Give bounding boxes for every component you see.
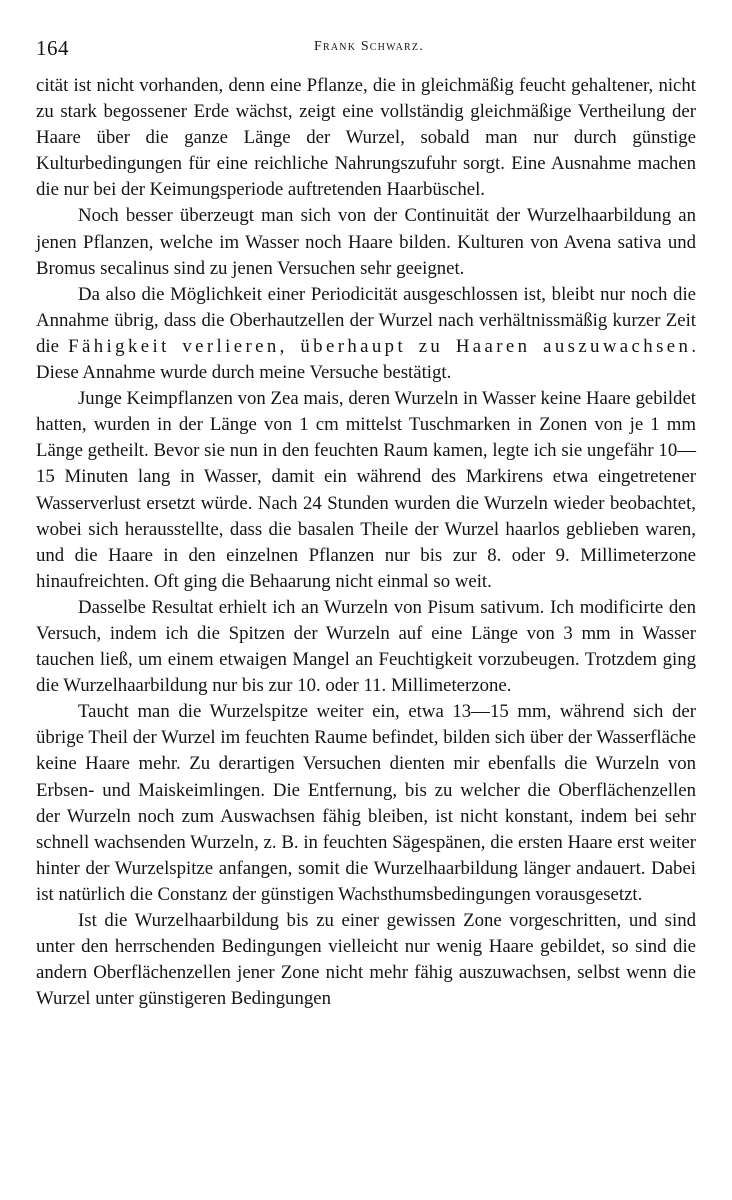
text-run: cität ist nicht vorhanden, denn eine Pflanze, die in gleichmäßig feucht gehaltener, nicht zu stark begossener Erde wächst, zeigt eine vollständig gleichmäßige Vertheilung der Haare über die ganze Länge der Wurzel, sobald man nur durch günstige Kulturbedingungen für eine reichliche Nahrungszufuhr sorgt. Eine Ausnahme machen die nur bei der Keimungsperiode auftretenden Haarbüschel. [36,75,696,201]
paragraph [36,699,696,908]
text-run: Junge Keimpflanzen von Zea mais, deren Wurzeln in Wasser keine Haare gebildet hatten, wurden in der Länge von 1 cm mittelst Tuschmarken in Zonen von je 1 mm Länge getheilt. Bevor sie nun in den feuchten Raum kamen, legte ich sie ungefähr 10—15 Minuten lang in Wasser, damit ein während des Markirens etwa eingetretener Wasserverlust ersetzt würde. Nach 24 Stunden wurden die Wurzeln wieder beobachtet, wobei sich herausstellte, dass die basalen Theile der Wurzel haarlos geblieben waren, und die Haare in den einzelnen Pflanzen nur bis zur 8. oder 9. Millimeterzone hinaufreichten. Oft ging die Behaarung nicht einmal so weit. [36,388,696,592]
paragraph [36,595,696,699]
paragraph [36,386,696,595]
paragraph [36,282,696,386]
page-header [36,36,696,60]
text-run: . Diese Annahme wurde durch meine Versuche bestätigt. [36,335,697,384]
text-run: Ist die Wurzelhaarbildung bis zu einer gewissen Zone vorgeschritten, und sind unter den herrschenden Bedingungen vielleicht nur wenig Haare gebildet, so sind die andern Oberflächenzellen jener Zone nicht mehr fähig auszuwachsen, selbst wenn die Wurzel unter günstigeren Bedingungen [36,910,696,1010]
text-run: Taucht man die Wurzelspitze weiter ein, etwa 13—15 mm, während sich der übrige Theil der Wurzel im feuchten Raume befindet, bilden sich über der Wasserfläche keine Haare mehr. Zu derartigen Versuchen dienten mir ebenfalls die Wurzeln von Erbsen- und Maiskeimlingen. Die Entfernung, bis zu welcher die Oberflächenzellen der Wurzeln noch zum Auswachsen fähig bleiben, ist nicht konstant, indem bei sehr schnell wachsenden Wurzeln, z. B. in feuchten Sägespänen, die ersten Haare erst weiter hinter der Wurzelspitze anfangen, somit die Wurzelhaarbildung länger andauert. Dabei ist natürlich die Constanz der günstigen Wachsthumsbedingungen vorausgesetzt. [36,701,696,905]
paragraph [36,203,696,281]
body-text [36,73,696,1012]
text-run: Da also die Möglichkeit einer Periodicität ausgeschlossen ist, bleibt nur noch die Annahme übrig, dass die Oberhautzellen der Wurzel nach verhältnissmäßig kurzer Zeit die [36,283,696,357]
spaced-emphasis: Fähigkeit verlieren, überhaupt zu Haaren auszuwachsen [68,335,692,357]
text-run: Dasselbe Resultat erhielt ich an Wurzeln von Pisum sativum. Ich modificirte den Versuch, indem ich die Spitzen der Wurzeln auf eine Länge von 3 mm in Wasser tauchen ließ, um einem etwaigen Mangel an Feuchtigkeit vorzubeugen. Trotzdem ging die Wurzelhaarbildung nur bis zur 10. oder 11. Millimeterzone. [36,596,696,697]
page-number: 164 [36,36,69,60]
running-head: Frank Schwarz. [314,39,424,54]
paragraph [36,73,696,203]
text-run: Noch besser überzeugt man sich von der Continuität der Wurzelhaarbildung an jenen Pflanzen, welche im Wasser noch Haare bilden. Kulturen von Avena sativa und Bromus secalinus sind zu jenen Versuchen sehr geeignet. [36,205,696,279]
paragraph [36,908,696,1012]
